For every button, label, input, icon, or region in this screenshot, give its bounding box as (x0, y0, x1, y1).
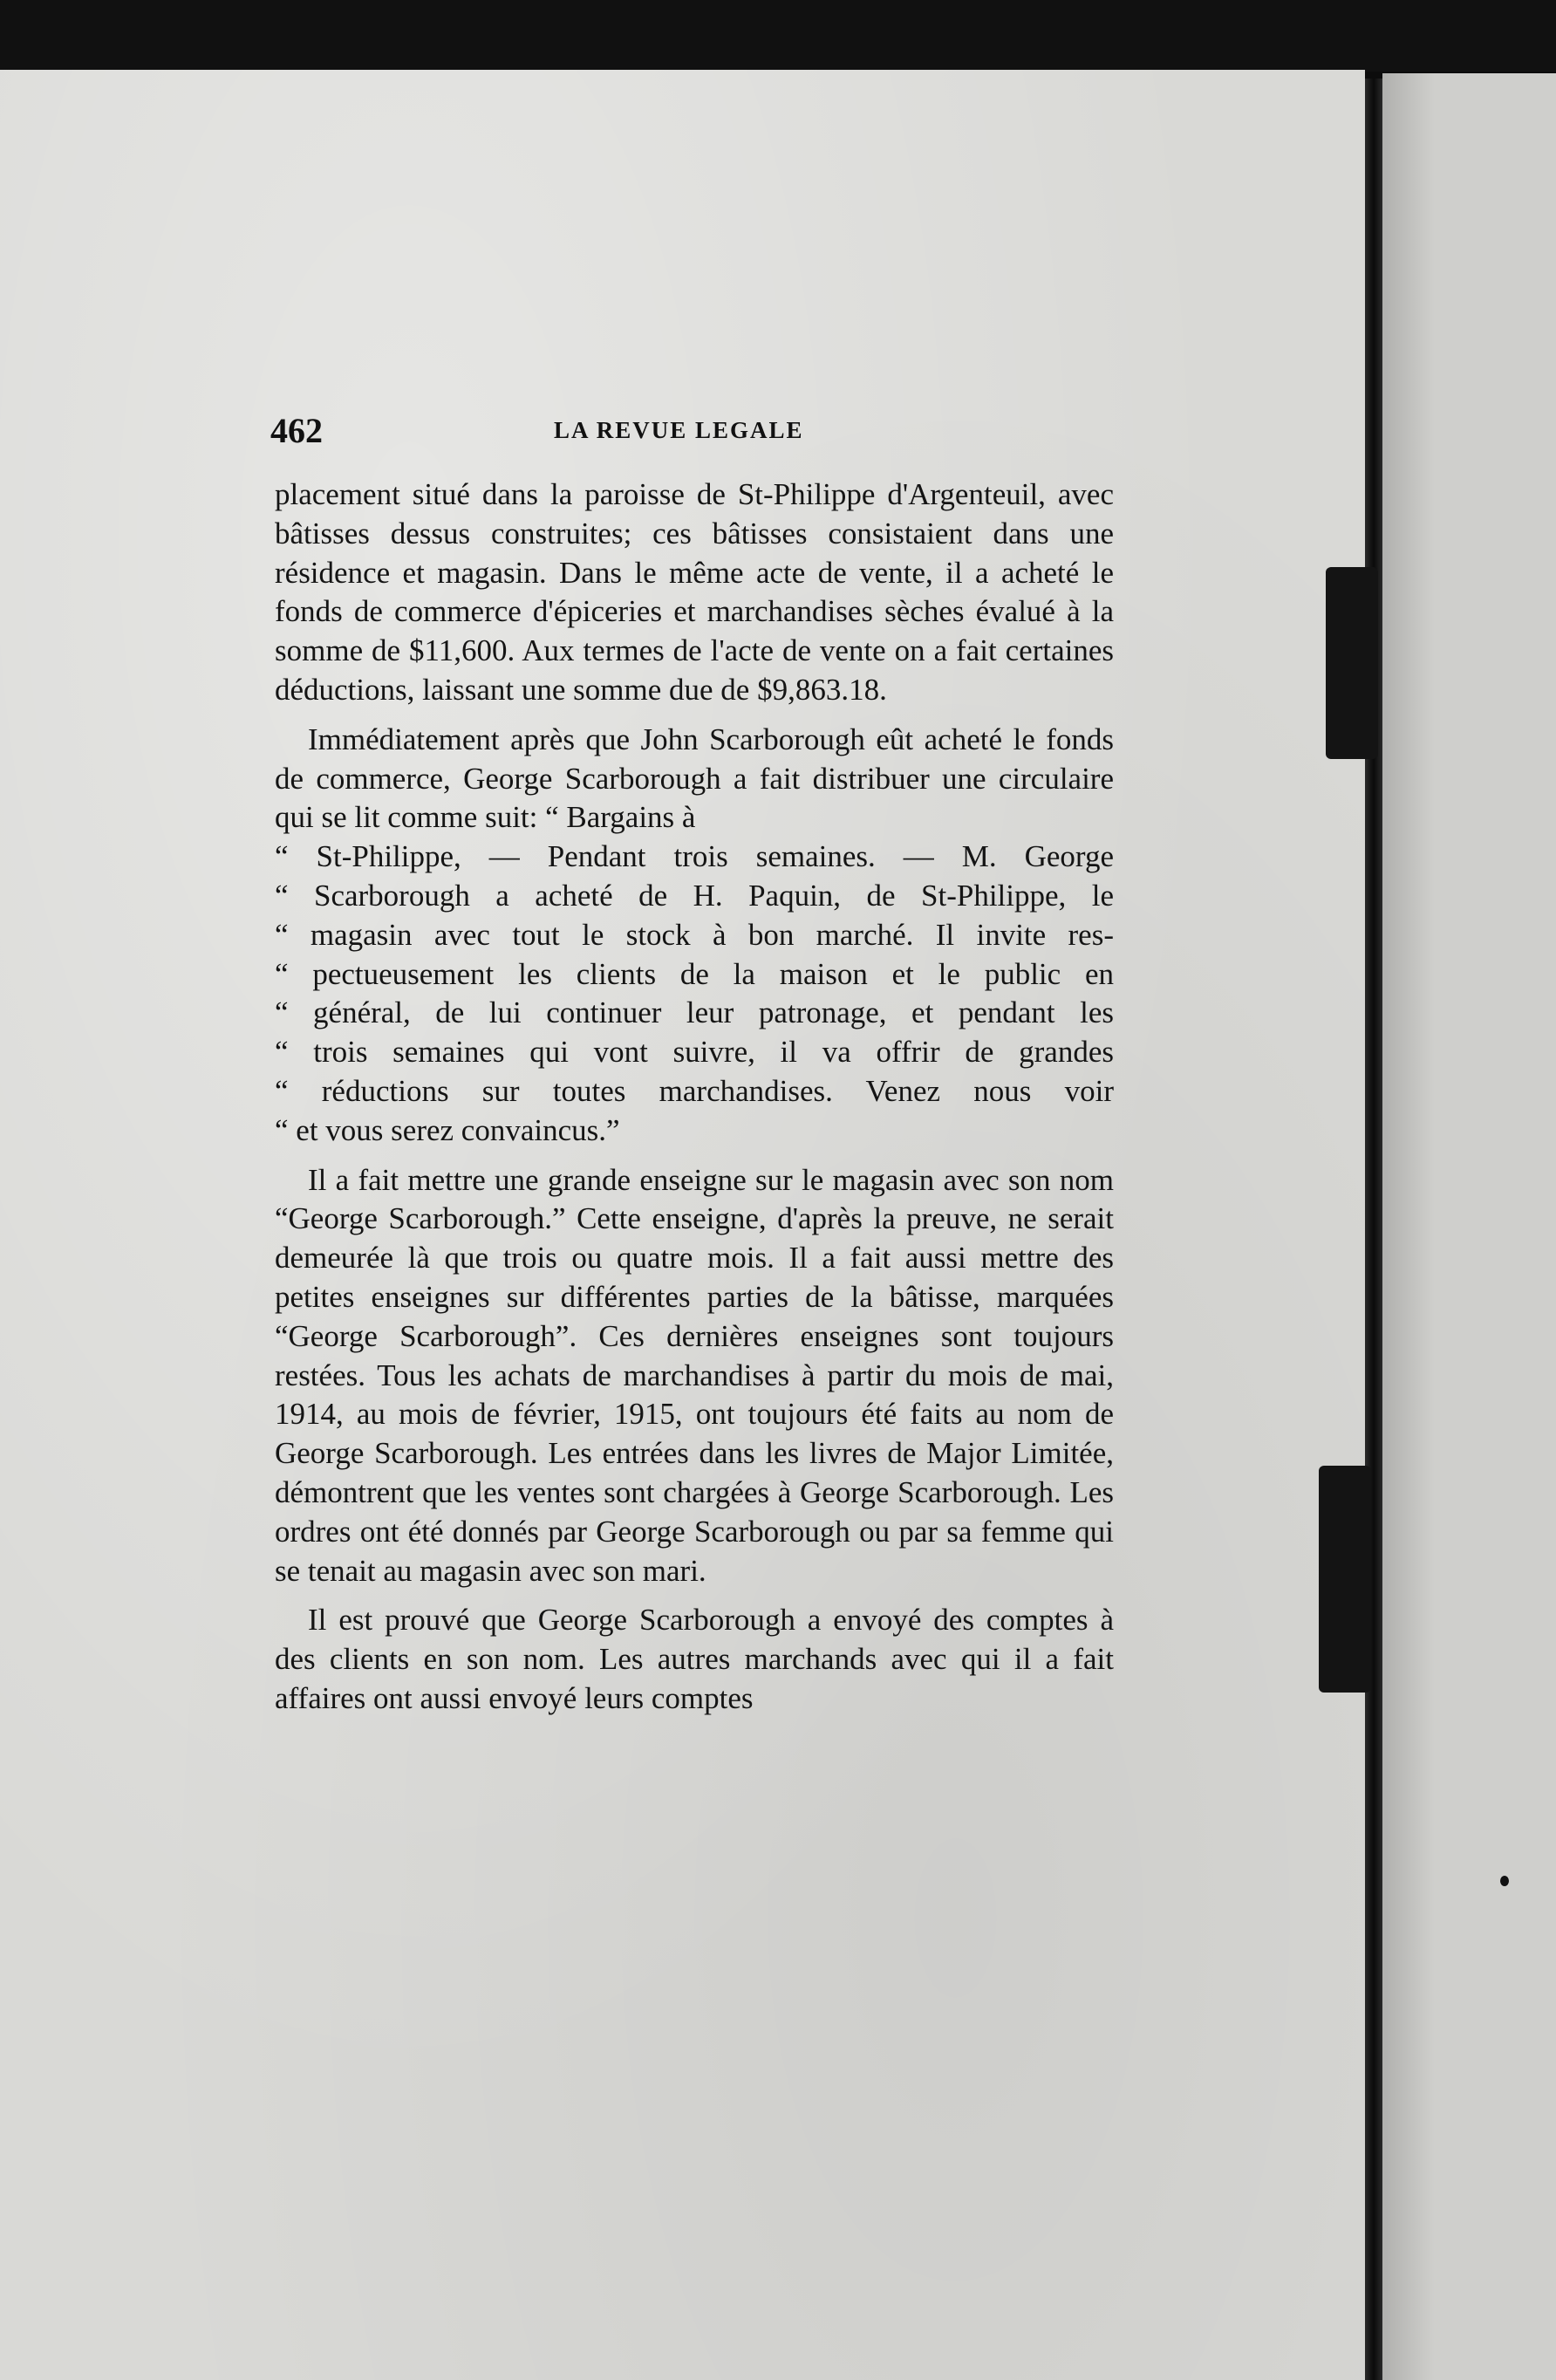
paragraph-3: Il a fait mettre une grande enseigne sur le magasin avec son nom “George Scarborough.” Cette enseigne, d'après la preuve, ne serait demeurée là que trois ou quatre mois. Il a fait aussi mettre des petites enseignes sur différentes parties de la bâtisse, marquées “George Scarborough”. Ces dernières enseignes sont toujours restées. Tous les achats de marchandises à partir du mois de mai, 1914, au mois de février, 1915, ont toujours été faits au nom de George Scarborough. Les entrées dans les livres de Major Limitée, démontrent que les ventes sont chargées à George Scarborough. Les ordres ont été donnés par George Scarborough ou par sa femme qui se tenait au magasin avec son mari. (275, 1162, 1114, 1588)
journal-title: LA REVUE LEGALE (554, 417, 804, 443)
body-text (275, 475, 1114, 1729)
quoted-line: “ et vous serez convaincus.” (275, 1112, 620, 1147)
facing-page-edge (1382, 73, 1556, 2380)
book-gutter (1365, 79, 1382, 2380)
binding-thread-lower (1319, 1466, 1371, 1693)
quoted-line: “ pectueusement les clients de la maison et le public en (275, 956, 1114, 991)
quoted-line: “ trois semaines qui vont suivre, il va offrir de grandes (275, 1035, 1114, 1070)
scan-top-edge (0, 0, 1556, 72)
quoted-line: “ magasin avec tout le stock à bon marché. Il invite res- (275, 917, 1114, 952)
paragraph-4: Il est prouvé que George Scarborough a envoyé des comptes à des clients en son nom. Les autres marchands avec qui il a fait affaires ont aussi envoyé leurs comptes (275, 1603, 1114, 1715)
quoted-line: “ St-Philippe, — Pendant trois semaines. — M. George (275, 839, 1114, 874)
running-head (270, 410, 1143, 462)
quoted-circular (275, 838, 1114, 1150)
paragraph-2 (275, 721, 1114, 838)
paragraph-1: placement situé dans la paroisse de St-Philippe d'Argenteuil, avec bâtisses dessus construites; ces bâtisses consistaient dans une résidence et magasin. Dans le même acte de vente, il a acheté le fonds de commerce d'épiceries et marchandises sèches évalué à la somme de $11,600. Aux termes de l'acte de vente on a fait certaines déductions, laissant une somme due de $9,863.18. (275, 477, 1114, 707)
page-number: 462 (270, 411, 323, 450)
paragraph-2-intro: Immédiatement après que John Scarborough eût acheté le fonds de commerce, George Scarborough a fait distribuer une circulaire qui se lit comme suit: “ Bargains à (275, 722, 1114, 835)
quoted-line: “ Scarborough a acheté de H. Paquin, de St-Philippe, le (275, 878, 1114, 913)
quoted-line: “ général, de lui continuer leur patronage, et pendant les (275, 995, 1114, 1030)
quoted-line: “ réductions sur toutes marchandises. Venez nous voir (275, 1073, 1114, 1108)
binding-thread-upper (1326, 567, 1378, 759)
ink-speck (1500, 1876, 1509, 1886)
